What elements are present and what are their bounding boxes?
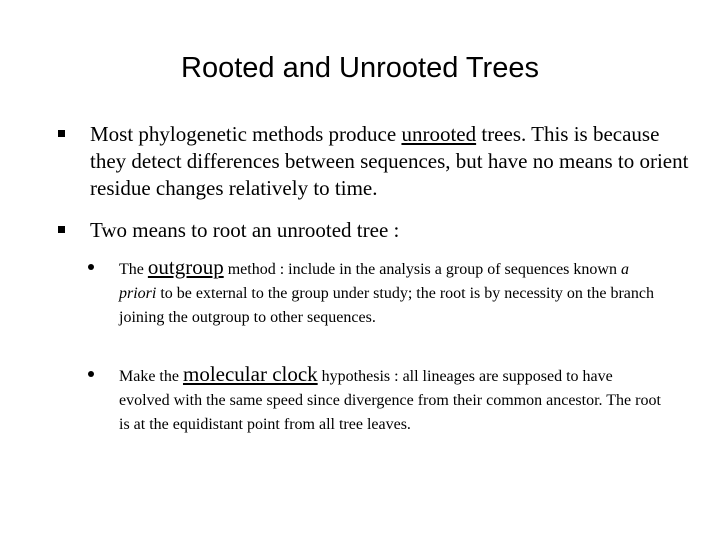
subbullet-text-prefix: The	[119, 261, 148, 278]
bullet-text-prefix: Most phylogenetic methods produce	[90, 122, 402, 146]
bullet-root-means	[90, 217, 690, 244]
subbullet-text-suffix: hypothesis : all lineages are supposed to have evolved with the same speed since divergence from their common ancestor. The root is at the equidistant point from all tree leaves.	[119, 368, 661, 433]
bullet-emphasis: unrooted	[401, 122, 477, 146]
subbullet-text-suffix: to be external to the group under study; the root is by necessity on the branch joining the outgroup to other sequences.	[119, 285, 654, 326]
subbullet-emphasis: molecular clock	[182, 362, 318, 386]
subbullet-text-prefix: Make the	[119, 368, 183, 385]
square-bullet-icon	[58, 226, 65, 233]
slide-title: Rooted and Unrooted Trees	[181, 52, 539, 84]
round-bullet-icon	[88, 371, 94, 377]
bullet-text-suffix: trees. This is because they detect differences between sequences, but have no means to orient residue changes relatively to time.	[90, 122, 689, 200]
subbullet-text-middle: method : include in the analysis a group of sequences known	[223, 261, 621, 278]
bullet-unrooted-trees	[90, 121, 690, 202]
square-bullet-icon	[58, 130, 65, 137]
subbullet-italic: a priori	[119, 261, 629, 302]
bullet-text: Two means to root an unrooted tree :	[90, 218, 400, 242]
subbullet-emphasis: outgroup	[147, 255, 224, 279]
subbullet-molecular-clock	[119, 362, 664, 437]
subbullet-outgroup	[119, 255, 664, 330]
round-bullet-icon	[88, 264, 94, 270]
